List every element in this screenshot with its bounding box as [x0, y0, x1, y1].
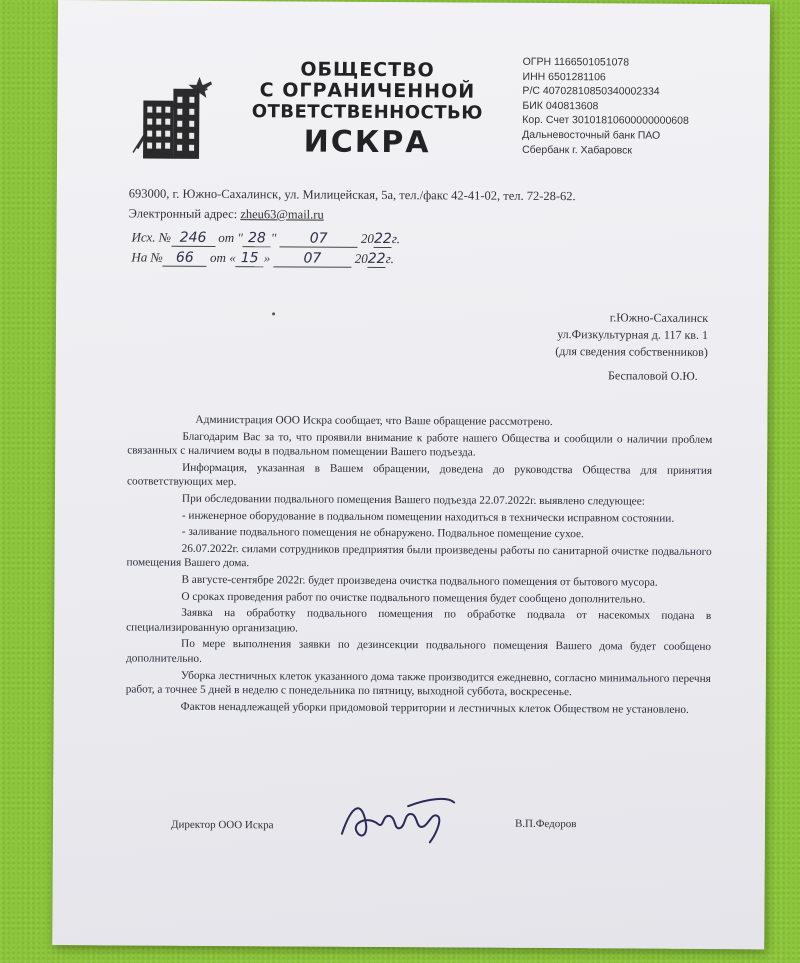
incoming-suffix: г.: [385, 251, 394, 267]
ink-dot: [272, 312, 275, 315]
correspondent-account: Кор. Счет 30101810600000000608: [522, 114, 689, 128]
email-line: [129, 206, 324, 222]
company-line-3: ОТВЕТСТВЕННОСТЬЮ: [251, 101, 483, 124]
outgoing-mid: ": [270, 230, 277, 246]
paragraph: Благодарим Вас за то, что проявили внимание к работе нашего Общества и сообщили о наличии проблем связанных с наличием воды в подвальном помещении Вашего подъезда.: [127, 430, 713, 459]
outgoing-year: 22: [373, 230, 392, 248]
letter-page: [52, 0, 770, 949]
company-address: 693000, г. Южно-Сахалинск, ул. Милицейская, 5а, тел./факс 42-41-02, тел. 72-28-62.: [128, 186, 576, 204]
paragraph: Уборка лестничных клеток указанного дома также производится ежедневно, согласно минимального перечня работ, а точнее 5 дней в неделю с понедельника по пятницу, выходной суббота, воскресенье.: [125, 669, 711, 699]
paragraph: При обследовании подвального помещения Вашего подъезда 22.07.2022г. выявлено следующее:: [181, 492, 645, 508]
settlement-account: Р/С 40702810850340002334: [522, 85, 660, 98]
letter-body: [126, 412, 713, 719]
recipient-name: Беспаловой О.Ю.: [607, 368, 698, 383]
paragraph: Заявка на обработку подвального помещения по обработке подвала от насекомых подана в специализированную организацию.: [126, 606, 712, 635]
paragraph: О сроках проведения работ по очистке подвального помещения будет сообщено дополнительно.: [181, 590, 646, 606]
paragraph: Информация, указанная в Вашем обращении, доведена до руководства Общества для принятия соответствующих мер.: [127, 461, 713, 489]
signatory-name: В.П.Федоров: [514, 817, 577, 831]
paragraph: Администрация ООО Искра сообщает, что Ваше обращение рассмотрено.: [195, 413, 553, 429]
incoming-year: 22: [367, 250, 386, 268]
paragraph: 26.07.2022г. силами сотрудников предприятия были произведены работы по санитарной очистке подвального помещения Вашего дома.: [126, 542, 712, 570]
company-line-4: ИСКРА: [303, 124, 431, 161]
paragraph: Фактов ненадлежащей уборки придомовой территории и лестничных клеток Обществом не установлено.: [180, 700, 689, 716]
recipient-street: ул.Физкультурная д. 117 кв. 1: [557, 327, 709, 342]
incoming-month: 07: [273, 250, 351, 267]
email-label: Электронный адрес:: [128, 206, 238, 222]
signatory-title: Директор ООО Искра: [170, 818, 274, 832]
incoming-day: 15: [236, 250, 264, 267]
incoming-from: от «: [210, 249, 236, 266]
ogrn: ОГРН 1166501051078: [522, 55, 630, 69]
recipient-city: г.Южно-Сахалинск: [609, 310, 709, 325]
outgoing-number: 246: [171, 230, 215, 247]
outgoing-prefix: Исх. №: [131, 229, 172, 245]
company-line-1: ОБЩЕСТВО: [300, 58, 435, 82]
paragraph: - заливание подвального помещения не обнаружено. Подвальное помещение сухое.: [181, 525, 584, 541]
building-star-logo-icon: [129, 74, 214, 161]
inn: ИНН 6501281106: [522, 70, 606, 83]
incoming-ref: [131, 249, 394, 268]
outgoing-year-prefix: 20: [360, 230, 374, 246]
bik: БИК 040813608: [522, 99, 599, 113]
company-name: [222, 59, 513, 162]
outgoing-day: 28: [243, 230, 271, 247]
bank-name-1: Дальневосточный банк ПАО: [522, 128, 661, 142]
outgoing-ref: [131, 229, 400, 248]
paragraph: В августе-сентябре 2022г. будет произведена очистка подвального помещения от бытового мусора.: [181, 573, 658, 589]
company-line-2: С ОГРАНИЧЕННОЙ: [259, 79, 476, 103]
paragraph: - инженерное оборудование в подвальном помещении находиться в технически исправном состоянии.: [181, 509, 675, 525]
bank-name-2: Сбербанк г. Хабаровск: [522, 143, 633, 157]
outgoing-month: 07: [280, 230, 358, 247]
bank-details: [522, 55, 689, 158]
incoming-mid: »: [263, 250, 271, 266]
email-link[interactable]: zheu63@mail.ru: [240, 207, 324, 222]
paragraph: По мере выполнения заявки по дезинсекции подвального помещения Вашего дома будет сообщено дополнительно.: [125, 638, 712, 665]
recipient-note: (для сведения собственников): [555, 344, 708, 359]
outgoing-from: от ": [218, 229, 243, 246]
incoming-year-prefix: 20: [354, 250, 368, 266]
signature-icon: [338, 794, 458, 850]
incoming-number: 66: [163, 250, 207, 267]
outgoing-suffix: г.: [391, 231, 401, 247]
incoming-prefix: На №: [131, 249, 163, 265]
recipient-block: [555, 309, 708, 361]
